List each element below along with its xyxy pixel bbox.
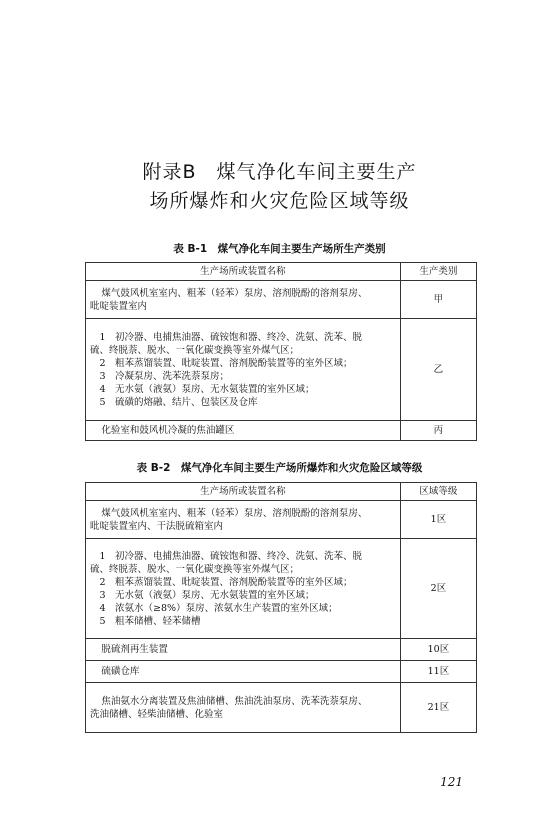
table-header-row bbox=[86, 263, 477, 281]
cell-line: 1 初冷器、电捕焦油器、硫铵饱和器、终冷、洗氨、洗苯、脱 bbox=[99, 550, 363, 562]
header-place-name: 生产场所或装置名称 bbox=[86, 483, 401, 501]
cell-line: 1 初冷器、电捕焦油器、硫铵饱和器、终冷、洗氨、洗苯、脱 bbox=[99, 331, 363, 343]
appendix-title-line-2: 场所爆炸和火灾危险区域等级 bbox=[149, 190, 410, 212]
row-value-cell: 乙 bbox=[400, 319, 476, 421]
cell-line: 硫、终脱萘、脱水、一氧化碳变换等室外煤气区； bbox=[90, 344, 300, 356]
table-row bbox=[86, 661, 477, 683]
table-row bbox=[86, 639, 477, 661]
row-place-cell bbox=[86, 683, 401, 733]
cell-line: 2 粗苯蒸馏装置、吡啶装置、溶剂脱酚装置等的室外区域； bbox=[99, 357, 353, 369]
cell-line: 2 粗苯蒸馏装置、吡啶装置、溶剂脱酚装置等的室外区域； bbox=[99, 576, 353, 588]
table-header-row bbox=[86, 483, 477, 501]
cell-line: 洗油储槽、轻柴油储槽、化验室 bbox=[90, 708, 224, 720]
row-value-cell: 11区 bbox=[400, 661, 476, 683]
cell-line: 4 浓氨水（≥8%）泵房、浓氨水生产装置的室外区域； bbox=[99, 602, 338, 614]
table-row bbox=[86, 421, 477, 441]
row-place-cell bbox=[86, 281, 401, 319]
row-place-cell bbox=[86, 501, 401, 539]
row-value-cell: 10区 bbox=[400, 639, 476, 661]
row-value-cell: 2区 bbox=[400, 539, 476, 639]
table-row bbox=[86, 539, 477, 639]
table-1-caption: 表 B-1 煤气净化车间主要生产场所生产类别 bbox=[173, 243, 386, 255]
row-place-cell bbox=[86, 661, 401, 683]
page-number: 121 bbox=[440, 775, 463, 789]
cell-line: 焦油氨水分离装置及焦油储槽、焦油洗油泵房、洗苯洗萘泵房、 bbox=[101, 695, 368, 707]
table-1 bbox=[85, 262, 477, 441]
cell-line: 3 无水氨（液氨）泵房、无水氨装置的室外区域； bbox=[99, 589, 315, 601]
cell-line: 5 粗苯储槽、轻苯储槽 bbox=[99, 615, 201, 627]
table-row bbox=[86, 683, 477, 733]
cell-line: 吡啶装置室内 bbox=[90, 300, 148, 312]
table-2 bbox=[85, 482, 477, 733]
cell-line: 4 无水氨（液氨）泵房、无水氨装置的室外区域； bbox=[99, 383, 315, 395]
cell-line: 脱硫剂再生装置 bbox=[101, 644, 168, 655]
cell-line: 硫磺仓库 bbox=[101, 666, 140, 677]
row-value-cell: 丙 bbox=[400, 421, 476, 441]
row-place-cell bbox=[86, 539, 401, 639]
row-value-cell: 1区 bbox=[400, 501, 476, 539]
row-place-cell bbox=[86, 319, 401, 421]
row-value-cell: 甲 bbox=[400, 281, 476, 319]
cell-line: 煤气鼓风机室室内、粗苯（轻苯）泵房、溶剂脱酚的溶剂泵房、 bbox=[101, 507, 368, 519]
table-row bbox=[86, 281, 477, 319]
row-value-cell: 21区 bbox=[400, 683, 476, 733]
cell-line: 硫、终脱萘、脱水、一氧化碳变换等室外煤气区； bbox=[90, 563, 300, 575]
header-production-category: 生产类别 bbox=[400, 263, 476, 281]
appendix-title-line-1: 附录B 煤气净化车间主要生产 bbox=[142, 161, 417, 183]
cell-line: 化验室和鼓风机冷凝的焦油罐区 bbox=[101, 425, 235, 436]
cell-line: 吡啶装置室内、干法脱硫箱室内 bbox=[90, 520, 224, 532]
row-place-cell bbox=[86, 639, 401, 661]
header-place-name: 生产场所或装置名称 bbox=[86, 263, 401, 281]
cell-line: 3 冷凝泵房、洗苯洗萘泵房； bbox=[99, 370, 230, 382]
table-2-caption: 表 B-2 煤气净化车间主要生产场所爆炸和火灾危险区域等级 bbox=[136, 462, 423, 474]
cell-line: 煤气鼓风机室室内、粗苯（轻苯）泵房、溶剂脱酚的溶剂泵房、 bbox=[101, 287, 368, 299]
header-area-level: 区域等级 bbox=[400, 483, 476, 501]
row-place-cell bbox=[86, 421, 401, 441]
table-row bbox=[86, 319, 477, 421]
cell-line: 5 硫磺的熔融、结片、包装区及仓库 bbox=[99, 396, 258, 408]
table-row bbox=[86, 501, 477, 539]
